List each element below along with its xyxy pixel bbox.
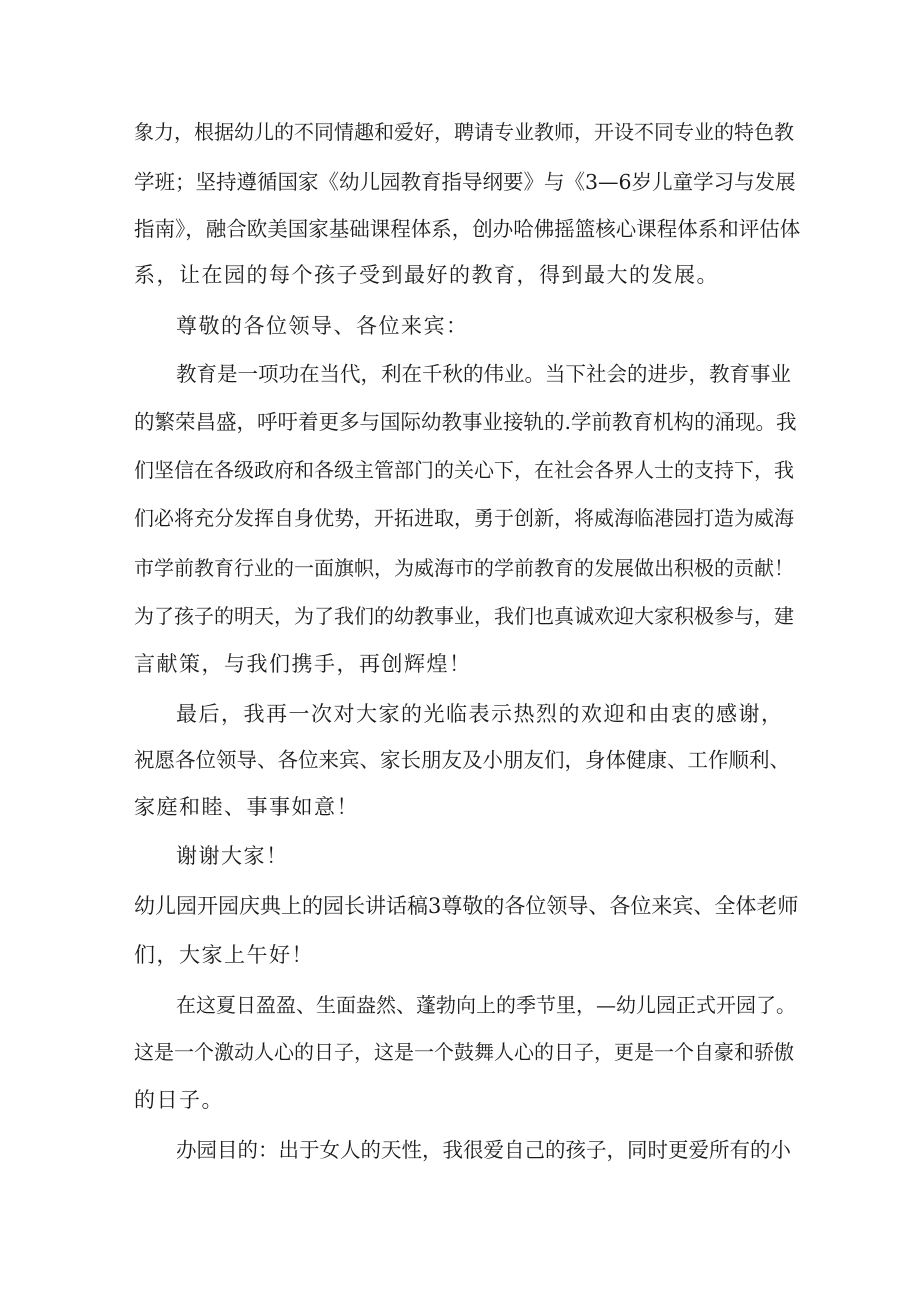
text-line: 市学前教育行业的一面旗帜，为威海市的学前教育的发展做出积极的贡献！ (134, 556, 794, 580)
text-line: 的繁荣昌盛，呼吁着更多与国际幼教事业接轨的.学前教育机构的涌现。我 (134, 410, 797, 434)
text-line: 为了孩子的明天，为了我们的幼教事业，我们也真诚欢迎大家积极参与，建 (134, 604, 794, 628)
text-line: 学班；坚持遵循国家《幼儿园教育指导纲要》与《3—6岁儿童学习与发展 (134, 170, 796, 194)
closing-thanks: 谢谢大家！ (176, 844, 289, 868)
text-line: 言献策，与我们携手，再创辉煌！ (134, 652, 472, 676)
text-line: 象力，根据幼儿的不同情趣和爱好，聘请专业教师，开设不同专业的特色教 (134, 120, 794, 144)
salutation: 尊敬的各位领导、各位来宾： (176, 314, 469, 338)
paragraph-start: 在这夏日盈盈、生面盎然、蓬勃向上的季节里，—幼儿园正式开园了。 (176, 993, 796, 1017)
paragraph-start: 最后，我再一次对大家的光临表示热烈的欢迎和由衷的感谢， (176, 702, 784, 726)
text-line: 指南》，融合欧美国家基础课程体系，创办哈佛摇篮核心课程体系和评估体 (134, 217, 801, 241)
text-line: 祝愿各位领导、各位来宾、家长朋友及小朋友们，身体健康、工作顺利、 (134, 748, 790, 772)
text-line: 系，让在园的每个孩子受到最好的教育，得到最大的发展。 (134, 263, 719, 287)
text-line: 的日子。 (134, 1088, 224, 1112)
paragraph-start: 办园目的：出于女人的天性，我很爱自己的孩子，同时更爱所有的小 (176, 1138, 791, 1162)
text-line: 们，大家上午好！ (134, 943, 314, 967)
text-line: 这是一个激动人心的日子，这是一个鼓舞人心的日子，更是一个自豪和骄傲 (134, 1040, 794, 1064)
paragraph-start: 教育是一项功在当代，利在千秋的伟业。当下社会的进步，教育事业 (176, 362, 791, 386)
text-line: 们坚信在各级政府和各级主管部门的关心下，在社会各界人士的支持下，我 (134, 458, 794, 482)
speech-title-line: 幼儿园开园庆典上的园长讲话稿3尊敬的各位领导、各位来宾、全体老师 (134, 894, 799, 918)
text-line: 们必将充分发挥自身优势，开拓进取，勇于创新，将威海临港园打造为威海 (134, 506, 794, 530)
text-line: 家庭和睦、事事如意！ (134, 795, 359, 819)
